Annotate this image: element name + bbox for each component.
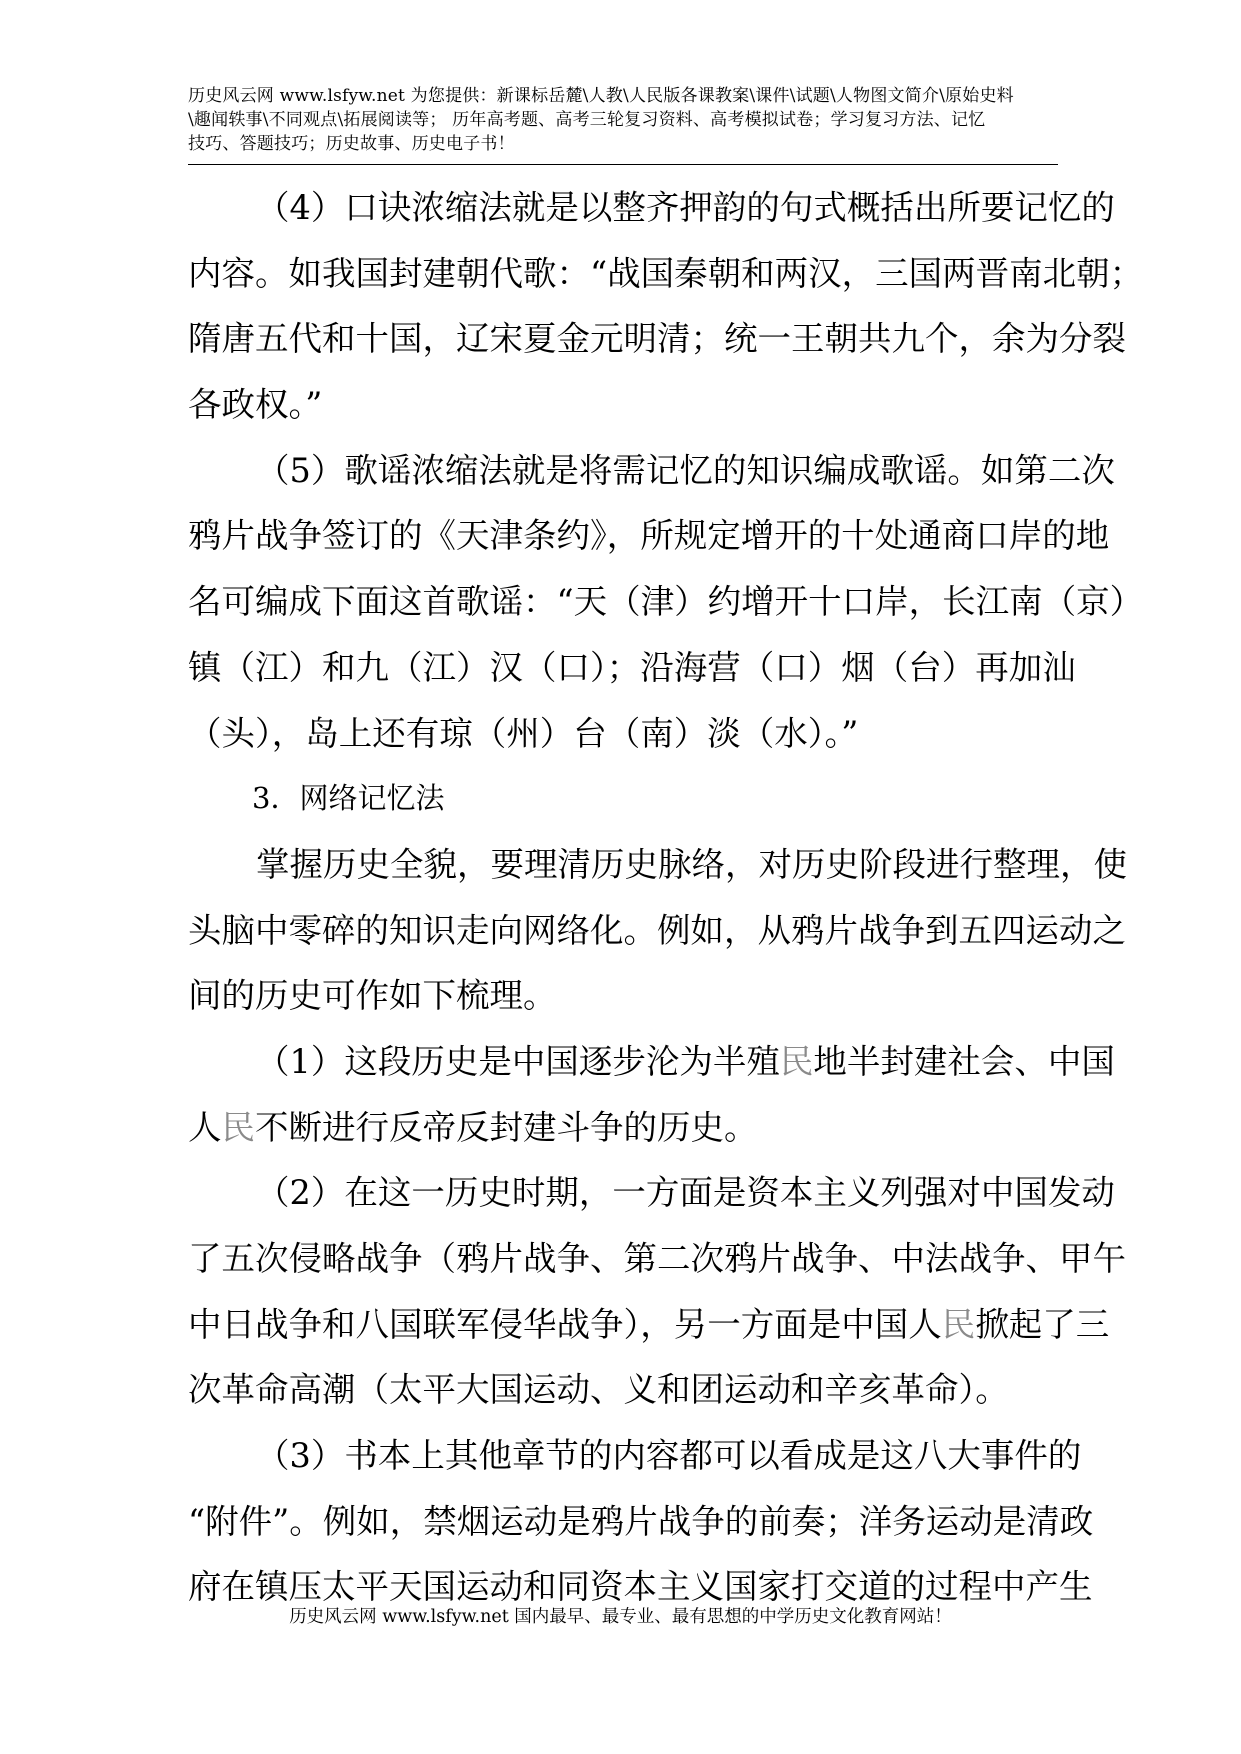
paragraph-line: 掌握历史全貌，要理清历史脉络，对历史阶段进行整理，使 <box>256 844 1127 884</box>
paragraph-line: “附件”。例如，禁烟运动是鸦片战争的前奏；洋务运动是清政 <box>188 1501 1094 1541</box>
paragraph-line: 头脑中零碎的知识走向网络化。例如，从鸦片战争到五四运动之 <box>188 910 1126 950</box>
grey-char: 民 <box>779 1041 814 1081</box>
header-line-2: \趣闻轶事\不同观点\拓展阅读等； 历年高考题、高考三轮复习资料、高考模拟试卷；学习复习方法、记忆 <box>188 110 986 130</box>
section-heading: 3．网络记忆法 <box>252 781 445 816</box>
paragraph-line <box>188 1095 1058 1161</box>
page-footer: 历史风云网 www.lsfyw.net 国内最早、最专业、最有思想的中学历史文化教育网站！ <box>289 1607 952 1627</box>
grey-char: 民 <box>221 1107 255 1147</box>
text-span: 不断进行反帝反封建斗争的历史。 <box>255 1107 758 1147</box>
paragraph-line: 间的历史可作如下梳理。 <box>188 976 557 1016</box>
paragraph-line: 了五次侵略战争（鸦片战争、第二次鸦片战争、中法战争、甲午 <box>188 1239 1126 1278</box>
paragraph-line: 各政权。” <box>188 385 323 425</box>
header-line-3: 技巧、答题技巧；历史故事、历史电子书！ <box>188 134 515 154</box>
text-span: 掀起了三 <box>975 1304 1110 1344</box>
paragraph-line: （2）在这一历史时期，一方面是资本主义列强对中国发动 <box>256 1173 1115 1213</box>
paragraph-line: 鸦片战争签订的《天津条约》，所规定增开的十处通商口岸的地 <box>188 516 1110 556</box>
paragraph-line: 镇（江）和九（江）汉（口）；沿海营（口）烟（台）再加汕 <box>188 647 1076 687</box>
paragraph-line: （头），岛上还有琼（州）台（南）淡（水）。” <box>188 713 859 753</box>
text-span: （1）这段历史是中国逐步沦为半殖 <box>256 1041 780 1081</box>
paragraph-line: 隋唐五代和十国，辽宋夏金元明清；统一王朝共九个，余为分裂 <box>188 319 1126 359</box>
paragraph-line: 内容。如我国封建朝代歌：“战国秦朝和两汉，三国两晋南北朝； <box>188 253 1144 293</box>
grey-char: 民 <box>941 1304 976 1344</box>
text-span: 人 <box>188 1107 222 1147</box>
page-header <box>188 84 1058 156</box>
paragraph-line <box>188 1029 1115 1095</box>
paragraph-line: 府在镇压太平天国运动和同资本主义国家打交道的过程中产生 <box>188 1567 1093 1607</box>
paragraph-line <box>188 1292 1110 1358</box>
paragraph-line: （3）书本上其他章节的内容都可以看成是这八大事件的 <box>256 1436 1082 1476</box>
paragraph-line: 次革命高潮（太平大国运动、义和团运动和辛亥革命）。 <box>188 1370 1009 1410</box>
body-text <box>188 175 1144 1620</box>
text-span: 中日战争和八国联军侵华战争），另一方面是中国人 <box>188 1304 942 1344</box>
paragraph-line: （5）歌谣浓缩法就是将需记忆的知识编成歌谣。如第二次 <box>256 450 1115 490</box>
paragraph-line: （4）口诀浓缩法就是以整齐押韵的句式概括出所要记忆的 <box>256 188 1115 227</box>
header-divider <box>188 164 1058 165</box>
text-span: 地半封建社会、中国 <box>813 1041 1115 1081</box>
paragraph-line: 名可编成下面这首歌谣：“天（津）约增开十口岸，长江南（京） <box>188 582 1144 622</box>
header-line-1: 历史风云网 www.lsfyw.net 为您提供：新课标岳麓\人教\人民版各课教案\课件\试题\人物图文简介\原始史料 <box>188 86 1014 106</box>
